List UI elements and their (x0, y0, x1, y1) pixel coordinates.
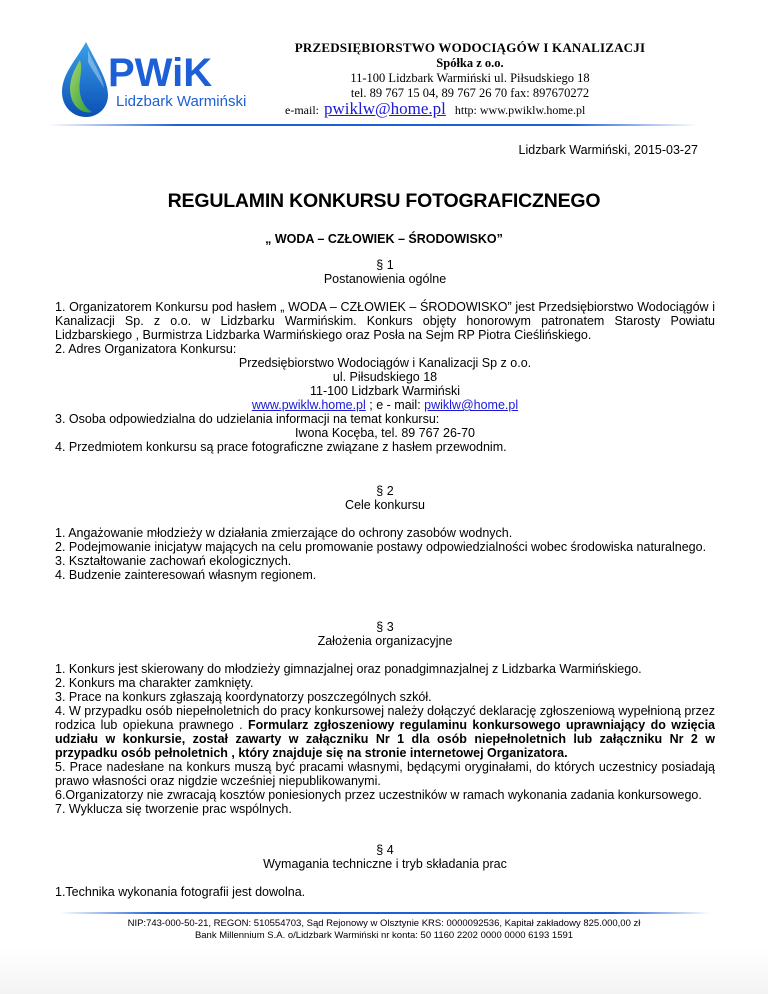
organizer-address (55, 356, 715, 412)
section-2 (55, 484, 715, 582)
logo-subtext: Lidzbark Warmiński (116, 93, 247, 110)
list-item: 2. Konkurs ma charakter zamknięty. (55, 676, 254, 690)
address-line: Przedsiębiorstwo Wodociągów i Kanalizacji Sp z o.o. (238, 356, 532, 370)
header-divider (48, 124, 698, 126)
item-text-bold: Formularz zgłoszeniowy regulaminu konkursowego uprawniający do wzięcia udziału w konkursie, został zawarty w załączniku Nr 1 dla osób niepełnoletnich lub załączniku Nr 2 w przypadku osób pełnoletnich , który znajduje się na stronie internetowej Organizatora. (55, 718, 715, 760)
web-and-mail (55, 398, 715, 412)
company-contact (285, 99, 705, 119)
address-line: 11-100 Lidzbark Warmiński ul. Piłsudskiego 18 (350, 71, 590, 85)
logo-text: PWiK (108, 51, 213, 95)
section-number: § 4 (376, 843, 394, 857)
section-number: § 1 (376, 258, 394, 272)
section-3 (55, 620, 715, 816)
footer-registration: NIP:743-000-50-21, REGON: 510554703, Sąd Rejonowy w Olsztynie KRS: 0000092536, Kapitał zakładowy 825.000,00 zł (127, 918, 641, 929)
section-1 (55, 258, 715, 454)
document-subtitle: „ WODA – CZŁOWIEK – ŚRODOWISKO” (265, 232, 503, 246)
list-item: 1. Konkurs jest skierowany do młodzieży gimnazjalnej oraz ponadgimnazjalnej z Lidzbarka Warmińskiego. (55, 662, 642, 676)
company-legal-form: Spółka z o.o. (436, 56, 504, 70)
pwik-logo (58, 40, 272, 118)
list-item: 1.Technika wykonania fotografii jest dowolna. (55, 885, 306, 899)
paragraph: 1. Organizatorem Konkursu pod hasłem „ WODA – CZŁOWIEK – ŚRODOWISKO” jest Przedsiębiorstwo Wodociągów i Kanalizacji Sp. z o.o. w Lidzbarku Warmińskim. Konkurs objęty honorowym patronatem Starosty Powiatu Lidzbarskiego , Burmistrza Lidzbarka Warmińskiego oraz Posła na Sejm RP Piotra Cieślińskiego. (55, 300, 715, 342)
list-item: 5. Prace nadesłane na konkurs muszą być pracami własnymi, będącymi oryginałami, do których uczestnicy posiadają prawo własności oraz nigdzie wcześniej niepublikowanymi. (55, 760, 715, 788)
section-title: Postanowienia ogólne (323, 272, 447, 286)
list-item: 7. Wyklucza się tworzenie prac wspólnych. (55, 802, 292, 816)
list-item: 6.Organizatorzy nie zwracają kosztów poniesionych przez uczestników w ramach wykonania zadania konkursowego. (55, 788, 702, 802)
company-name: PRZEDSIĘBIORSTWO WODOCIĄGÓW I KANALIZACJI (294, 40, 646, 55)
header-email-link[interactable]: pwiklw@home.pl (323, 99, 446, 118)
list-item: 3. Kształtowanie zachowań ekologicznych. (55, 554, 292, 568)
footer-bank: Bank Millennium S.A. o/Lidzbark Warmiński nr konta: 50 1160 2202 0000 0000 6193 1591 (194, 930, 574, 941)
email-link[interactable]: pwiklw@home.pl (424, 398, 519, 412)
address-line: ul. Piłsudskiego 18 (332, 370, 438, 384)
paragraph: 4. Przedmiotem konkursu są prace fotograficzne związane z hasłem przewodnim. (55, 440, 507, 454)
section-title: Założenia organizacyjne (317, 634, 453, 648)
list-item: 3. Prace na konkurs zgłaszają koordynatorzy poszczególnych szkół. (55, 690, 432, 704)
document-title: REGULAMIN KONKURSU FOTOGRAFICZNEGO (167, 190, 601, 212)
email-label: e-mail: (285, 103, 319, 117)
phone-line: tel. 89 767 15 04, 89 767 26 70 fax: 897670272 (350, 86, 590, 100)
item-text: 4. W przypadku osób niepełnoletnich do pracy konkursowej należy dołączyć deklarację zgłoszeniową wypełnioną przez rodzica lub opiekuna prawnego . (55, 704, 715, 732)
list-item (55, 704, 715, 760)
list-item: 2. Podejmowanie inicjatyw mających na celu promowanie postawy odpowiedzialności wobec środowiska naturalnego. (55, 540, 707, 554)
paragraph: 2. Adres Organizatora Konkursu: (55, 342, 237, 356)
list-item: 1. Angażowanie młodzieży w działania zmierzające do ochrony zasobów wodnych. (55, 526, 513, 540)
section-title: Cele konkursu (345, 498, 425, 512)
footer-divider (60, 912, 710, 914)
section-number: § 2 (376, 484, 394, 498)
contact-person: Iwona Kocęba, tel. 89 767 26-70 (295, 426, 475, 440)
address-line: 11-100 Lidzbark Warmiński (309, 384, 461, 398)
paragraph: 3. Osoba odpowiedzialna do udzielania informacji na temat konkursu: (55, 412, 440, 426)
website-text: http: www.pwiklw.home.pl (454, 103, 586, 117)
mail-separator: ; e - mail: (365, 398, 425, 412)
document-date: Lidzbark Warmiński, 2015-03-27 (518, 143, 698, 157)
company-address (260, 71, 680, 101)
footer (0, 918, 768, 942)
section-4 (55, 843, 715, 899)
website-link[interactable]: www.pwiklw.home.pl (251, 398, 366, 412)
page-bottom-shade (0, 948, 768, 994)
list-item: 4. Budzenie zainteresowań własnym regionem. (55, 568, 317, 582)
section-title: Wymagania techniczne i tryb składania prac (263, 857, 507, 871)
section-number: § 3 (376, 620, 394, 634)
